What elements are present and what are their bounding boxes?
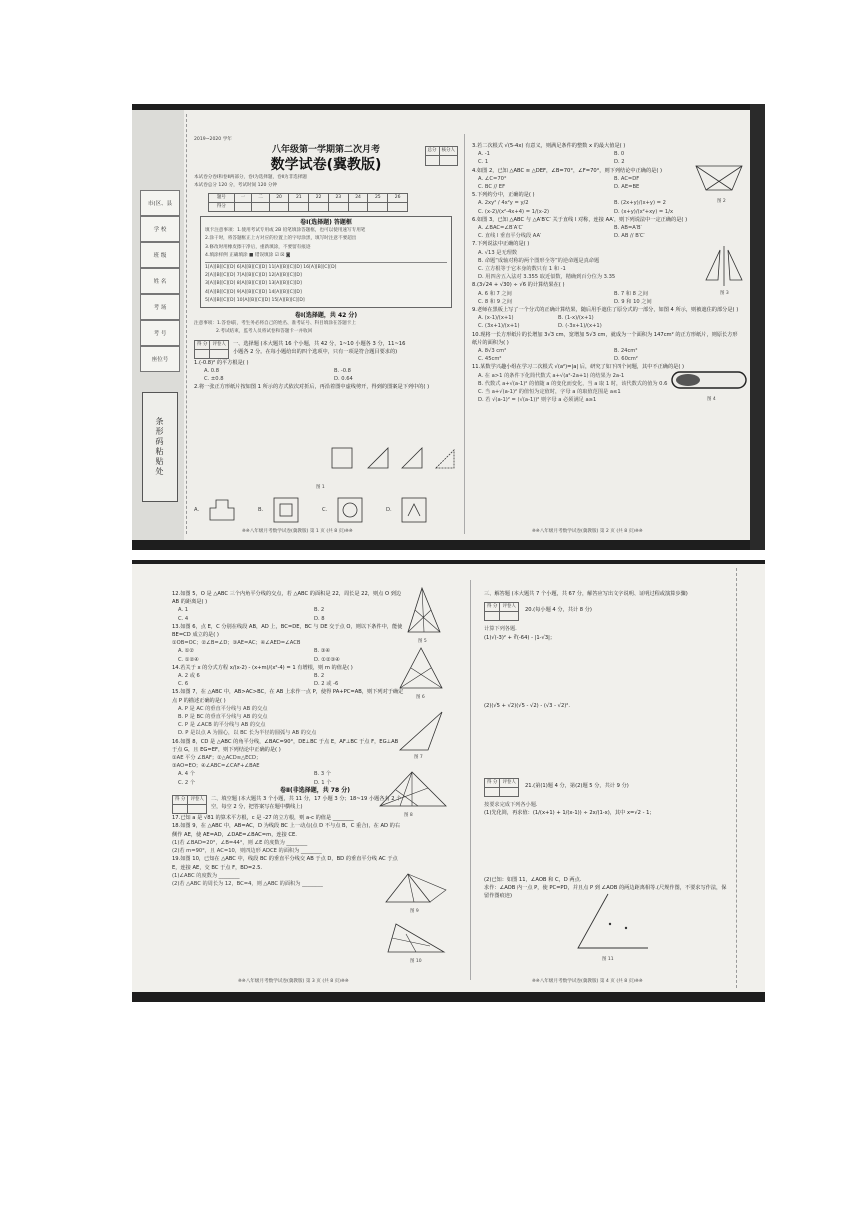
option: B. (2x+y)/(x+y) = 2 — [614, 200, 666, 207]
page-footer: ※※八年级月考数学试卷(冀教版) 第 3 页 (共 8 页)※※ — [238, 979, 349, 984]
intro-line: 本试卷分卷Ⅰ和卷Ⅱ两部分，卷Ⅰ为选择题，卷Ⅱ为非选择题 — [194, 175, 307, 181]
fig1-triangle — [402, 448, 422, 468]
option: B. 2 — [314, 673, 325, 680]
option: B. AB=A′B′ — [614, 225, 642, 232]
fig8-lines — [380, 772, 428, 806]
option: C. — [322, 507, 328, 513]
answer-card-note: 填卡注意事项：1.使用考试专用或 2B 铅笔填涂答题框，也可以使用速写专用笔 — [205, 228, 366, 234]
bubble-grid — [205, 262, 447, 305]
score-row-label: 得分 — [209, 202, 235, 211]
score-table — [208, 193, 408, 212]
exam-photo-pages-3-4 — [132, 560, 765, 1002]
fig11-point-d — [625, 927, 627, 929]
page-divider — [464, 134, 465, 534]
fig8-label: 图 8 — [404, 813, 413, 818]
grader-label: 得 分 — [173, 796, 188, 805]
option: B. AC=DF — [614, 175, 640, 182]
grader-label: 得 分 — [485, 603, 500, 612]
sidebar-cell: 学 校 — [140, 216, 180, 242]
part-3-heading: 三、解答题 (本大题共 7 个小题，共 67 分，解答应写出文字说明、证明过程或演算步骤) — [484, 591, 688, 597]
fig8-triangle — [380, 772, 446, 806]
figure-1 — [328, 442, 458, 478]
score-head: 24 — [348, 193, 368, 202]
fig9-label: 图 9 — [410, 909, 419, 914]
fig11-point-c — [609, 923, 611, 925]
option: B. (1-x)/(x+1) — [558, 315, 594, 322]
q20-part-1: (1)√(-3)² + ∛(-64) - |1-√3|； — [484, 634, 556, 641]
option: D. 2 — [614, 159, 625, 166]
fig2-label: 图 2 — [717, 199, 726, 204]
fig7-triangle — [400, 712, 442, 750]
exam-photo-pages-1-2 — [132, 104, 765, 550]
option: C. BC // EF — [478, 184, 506, 191]
figure-4 — [670, 370, 748, 392]
q21-intro: 按要求完成下列各小题. — [484, 802, 538, 809]
option: D. 用四舍五入法对 3.355 取近似数，精确到百分位为 3.35 — [478, 274, 616, 281]
option: A. (x-1)/(x+1) — [478, 315, 514, 322]
answer-space[interactable] — [484, 710, 728, 778]
score-head: 20 — [269, 193, 289, 202]
question-4: 4.如图 2，已知 △ABC ≌ △DEF，∠B=70°，∠F=70°，则下列结论中正确的是( ) — [472, 167, 663, 174]
q18-part: (2)若 m=90°，且 AC=10，则四边形 ADCE 的面积为 ________ — [172, 848, 322, 855]
photo-edge-bottom — [132, 540, 765, 550]
sidebar-cell: 座位号 — [140, 346, 180, 372]
score-head: 21 — [289, 193, 309, 202]
page-4-column — [484, 590, 728, 900]
exam-title: 八年级第一学期第二次月考 — [271, 145, 380, 156]
page-footer: ※※八年级月考数学试卷(冀教版) 第 4 页 (共 8 页)※※ — [532, 979, 643, 984]
q13-conditions: ①OB=OC；②∠B=∠D；③AE=AC；④∠AED=∠ACB — [172, 640, 301, 647]
option: C. ±0.8 — [204, 376, 224, 383]
sidebar-cell: 姓 名 — [140, 268, 180, 294]
option: B. 代数式 a+√(a-1)² 的值随 a 的变化而变化，当 a 取 1 时，该代数式的值为 0.6 — [478, 380, 668, 387]
option: D. 2 或 -6 — [314, 681, 339, 688]
question-5: 5.下列约分中，正确的是( ) — [472, 192, 535, 199]
fig3-label: 图 3 — [720, 291, 729, 296]
page-footer: ※※八年级月考数学试卷(冀教版) 第 1 页 (共 8 页)※※ — [242, 529, 353, 534]
option: C. 45cm² — [478, 356, 502, 363]
grader-label: 得 分 — [195, 340, 210, 349]
option: B. 7 和 8 之间 — [614, 290, 648, 297]
score-head: 25 — [368, 193, 388, 202]
fig1-cut — [436, 450, 454, 468]
question-14: 14.若关于 x 的分式方程 x/(x-2) - (x+m)/(x²-4) = 1 有增根，则 m 的值是( ) — [172, 664, 353, 671]
fig1-label: 图 1 — [316, 485, 325, 490]
fig1-triangle — [368, 448, 388, 468]
option: A. 1 — [178, 607, 189, 614]
figure-10 — [386, 922, 448, 956]
question-1: 1.(-0.8)² 的平方根是( ) — [194, 359, 249, 366]
sidebar-cell: 考 号 — [140, 320, 180, 346]
question-19: 19.如图 10，已知在 △ABC 中，线段 BC 的垂直平分线交 AB 于点 D，BD 的垂直平分线 AC 于点 E，连接 AE，交 BC 于点 F，BD=2.5. — [172, 856, 398, 871]
barcode-area: 条形码粘贴处 — [142, 392, 178, 502]
question-17: 17.已知 a 是 √81 的算术平方根，c 是 -27 的立方根，则 a-c 的值是 ________ — [172, 815, 354, 822]
option: D. P 是以点 A 为圆心，以 BC 长为半径的圆弧与 AB 的交点 — [178, 730, 317, 737]
score-head: 二 — [252, 193, 269, 202]
option: C. 立方根等于它本身的数只有 1 和 -1 — [478, 266, 566, 273]
student-info-sidebar — [140, 190, 180, 372]
option: A. 2 或 6 — [178, 673, 200, 680]
bubble-row[interactable]: 5[A][B][C][D] 10[A][B][C][D] 15[A][B][C][D] — [205, 297, 305, 303]
exam-subtitle: 数学试卷(冀教版) — [270, 157, 382, 174]
option: A. √13 是无理数 — [478, 249, 518, 256]
figure-8 — [378, 770, 448, 810]
option: A. ∠C=70° — [478, 175, 507, 182]
score-head: 23 — [328, 193, 348, 202]
photo-edge-right — [750, 104, 765, 550]
fig6-lines — [400, 668, 442, 688]
fig10-triangle — [388, 924, 444, 952]
option: C. P 是 ∠ACB 的平分线与 AB 的交点 — [178, 722, 266, 729]
option: C. 6 — [178, 681, 189, 688]
intro-line: 本试卷总分 120 分，考试时间 120 分钟 — [194, 183, 278, 189]
option: A. 在 a>1 的条件下化简代数式 a+√(a²-2a+1) 的结果为 2a-1 — [478, 372, 625, 379]
option: A. P 是 AC 的垂直平分线与 AB 的交点 — [178, 705, 268, 712]
section-2-title: 卷Ⅱ(非选择题，共 78 分) — [280, 786, 350, 794]
grader-box — [484, 778, 519, 797]
option: A. 6 和 7 之间 — [478, 290, 512, 297]
option: B. 0 — [614, 151, 625, 158]
q16-statement: ③AO=EO；④∠ABC=∠CAF+∠BAE — [172, 763, 260, 770]
answer-space[interactable] — [484, 642, 728, 702]
option: B. — [258, 507, 264, 513]
question-3: 3.若二次根式 √(5-4x) 有意义，则满足条件的整数 x 的最大值是( ) — [472, 143, 626, 149]
fig3-triangle — [706, 250, 720, 280]
fig4-label: 图 4 — [707, 397, 716, 402]
q21-heading: 21.(第(1)题 4 分，第(2)题 5 分，共计 9 分) — [524, 783, 629, 790]
figure-3 — [702, 244, 746, 288]
score-head: 题号 — [209, 193, 235, 202]
fig5-label: 图 5 — [418, 639, 427, 644]
section-1-title: 卷Ⅰ(选择题，共 42 分) — [294, 312, 358, 320]
sidebar-cell: 考 场 — [140, 294, 180, 320]
option: D. AB // B′C′ — [614, 233, 645, 240]
option: D. — [386, 507, 392, 513]
score-head: 22 — [309, 193, 329, 202]
q21-part-2-task: 求作：∠AOB 内一点 P，使 PC=PD，并且点 P 到 ∠AOB 的两边距离相等.(尺规作图，不要求写作法，保留作图痕迹) — [484, 884, 727, 900]
option: A. -1 — [478, 151, 490, 158]
option: C. 当 a+√(a-1)² 的值恒为定值时，字母 a 的取值范围是 a≤1 — [478, 389, 621, 396]
answer-card-title: 卷Ⅰ(选择题) 答题框 — [300, 219, 352, 227]
q19-part: (2)若 △ABC 的周长为 12，BC=4，则 △ABC 的面积为 ________ — [172, 880, 323, 887]
grader-label: 评卷人 — [210, 340, 229, 349]
option: D. ①②③④ — [314, 656, 340, 663]
option: A. 2xy² / 4x²y = y/2 — [478, 200, 529, 207]
figure-11 — [572, 890, 652, 954]
page-1-column — [194, 136, 458, 392]
option: C. 4 — [178, 615, 189, 622]
question-12: 12.如图 5，O 是 △ABC 三个内角平分线的交点，若 △ABC 的面积是 22，周长是 22，则点 O 到边 AB 的距离是( ) — [172, 591, 402, 606]
q18-part: (1)若 ∠BAD=20°，∠B=44°，则 ∠E 的度数为 ________ — [172, 839, 308, 846]
grader-box — [194, 340, 229, 359]
question-11: 11.某数学兴趣小组在学习二次根式 √(a²)=|a| 后，研究了如下四个问题，其中不正确的是( ) — [472, 364, 685, 371]
question-18: 18.如图 9，在 △ABC 中，AB=AC，D 为线段 BC 上一动点(点 D 不与点 B，C 重合)，在 AD 的右侧作 AE，使 AE=AD，∠DAE=∠BAC=m，连接 CE. — [172, 823, 401, 838]
fig3-triangle — [728, 250, 742, 280]
question-2: 2.将一张正方形纸片按如图 1 所示的方式依次对折后，再沿着图中虚线剪开，得到的图案是下列中的( ) — [194, 384, 430, 391]
option: D. (x+y)/(x²+xy) = 1/x — [614, 208, 674, 215]
option: C. 1 — [478, 159, 489, 166]
question-6: 6.如图 3，已知 △ABC 与 △A′B′C′ 关于直线 l 对称，连接 AA′，则下列说法中一定正确的是( ) — [472, 216, 688, 223]
option: B. -0.8 — [334, 368, 351, 375]
fig1-square — [332, 448, 352, 468]
q2-option-labels — [194, 506, 454, 514]
option: D. 若 √(a-1)² = (√(a-1))² 则字母 a 必须满足 a≥1 — [478, 397, 597, 404]
option: B. 命题“成轴对称的两个图形全等”的逆命题是真命题 — [478, 257, 600, 264]
photo-edge-top — [132, 560, 765, 564]
score-box-label: 核分人 — [439, 147, 458, 156]
option: B. 24cm² — [614, 348, 638, 355]
option: D. 8 — [314, 615, 325, 622]
page-divider — [470, 580, 471, 980]
option: C. 2 个 — [178, 779, 196, 786]
grader-box — [172, 795, 207, 814]
option: D. (-3x+1)/(x+1) — [558, 323, 602, 330]
option: B. ③④ — [314, 648, 331, 655]
option: A. 0.8 — [204, 368, 220, 375]
question-16: 16.如图 8，CD 是 △ABC 的角平分线，∠BAC=90°，DE⊥BC 于点 E，AF⊥BC 于点 F，EG⊥AB 于点 G，且 EG=EF，则下列结论中正确的是( ) — [172, 738, 399, 753]
question-9: 9.老师在黑板上写了一个分式的正确计算结果，随后用手遮住了原分式的一部分，如图 4 所示，则被遮住的部分是( ) — [472, 307, 739, 314]
option: A. — [194, 507, 200, 513]
part-1-heading: 一、选择题 (本大题共 16 个小题，共 42 分，1~10 小题各 3 分，11~16 小题各 2 分。在每小题给出的四个选项中，只有一项是符合题目要求的) — [232, 340, 406, 355]
q16-statement: ①AE 平分 ∠BAF；②△ACD≌△ECD； — [172, 755, 262, 762]
sidebar-cell: 市(区、县 — [140, 190, 180, 216]
option: D. 0.64 — [334, 376, 353, 383]
fig4-hand — [676, 374, 700, 386]
option: D. 60cm² — [614, 356, 638, 363]
grader-label: 评卷人 — [188, 796, 207, 805]
bubble-row[interactable]: 1[A][B][C][D] 6[A][B][C][D] 11[A][B][C][D] 16[A][B][C][D] — [205, 265, 337, 271]
answer-card-note: 2.涂干时，将答题框正上方对应的位置上的字母涂黑，填写时注意不要超出 — [205, 236, 357, 242]
fig6-label: 图 6 — [416, 695, 425, 700]
sidebar-cell: 班 级 — [140, 242, 180, 268]
option: C. (3x+1)/(x+1) — [478, 323, 520, 330]
option: B. 2 — [314, 607, 325, 614]
option: C. ①②④ — [178, 656, 199, 663]
grader-label: 评卷人 — [500, 603, 519, 612]
score-box-label: 总分 — [425, 147, 439, 156]
option: A. ∠BAC=∠B′A′C′ — [478, 225, 524, 232]
q21-part-1: (1)先化简，再求值：(1/(x+1) + 1/(x-1)) ÷ 2x/(1-x)，其中 x=√2 - 1； — [484, 810, 655, 817]
notes: 2.考试结束，监考人员将试卷和答题卡一并收回 — [216, 329, 313, 335]
fig6-triangle — [400, 648, 442, 688]
photo-edge-top — [132, 104, 765, 110]
score-head: 一 — [234, 193, 251, 202]
question-7: 7.下列说法中正确的是( ) — [472, 241, 530, 248]
bubble-row[interactable]: 2[A][B][C][D] 7[A][B][C][D] 12[A][B][C][D] — [205, 273, 302, 279]
q20-heading: 20.(每小题 4 分，共计 8 分) — [524, 607, 592, 614]
option: C. 8 和 9 之间 — [478, 298, 513, 305]
fig10-label: 图 10 — [410, 959, 422, 964]
fig11-angle — [578, 894, 648, 948]
q20-intro: 计算下列各题. — [484, 626, 517, 633]
bubble-row[interactable]: 3[A][B][C][D] 8[A][B][C][D] 13[A][B][C][D] — [205, 281, 302, 287]
figure-5 — [404, 586, 444, 636]
score-head: 26 — [388, 193, 408, 202]
cut-line — [186, 114, 187, 534]
fig11-label: 图 11 — [602, 957, 614, 962]
option: D. AE=BE — [614, 184, 640, 191]
bubble-row[interactable]: 4[A][B][C][D] 9[A][B][C][D] 14[A][B][C][D] — [205, 289, 302, 295]
fig10-lines — [392, 934, 430, 952]
figure-9 — [384, 872, 450, 906]
option: B. P 是 BC 的垂直平分线与 AB 的交点 — [178, 714, 268, 721]
figure-6 — [396, 646, 446, 692]
fig7-label: 图 7 — [414, 755, 423, 760]
question-15: 15.如图 7，在 △ABC 中，AB>AC>BC，在 AB 上求作一点 P，使得 PA+PC=AB，则下列对于确定点 P 的描述正确的是( ) — [172, 689, 404, 704]
grader-label: 评卷人 — [500, 779, 519, 788]
option: A. 8√3 cm² — [478, 348, 507, 355]
grader-box — [484, 602, 519, 621]
answer-card-note: 4.填涂样例 正确填涂 ■ 错误填涂 ☑ ☒ ◙ — [205, 252, 291, 258]
answer-card-note: 3.修改时用橡皮擦干净后，重新填涂，不要留有痕迹 — [205, 244, 311, 250]
option: C. 直线 l 垂直平分线段 AA′ — [478, 233, 542, 240]
total-score-box — [425, 146, 459, 166]
part-2-heading: 二、填空题 (本大题共 3 个小题，共 11 分，17 小题 3 分；18~19 小题各有 2 个空，每空 2 分，把答案写在题中横线上) — [210, 796, 402, 811]
fig5-bisectors — [408, 588, 440, 632]
notes: 注意事项：1.答卷Ⅰ前，考生务必将自己的姓名、准考证号、科目填涂在答题卡上 — [194, 321, 356, 327]
fig2-shape — [696, 166, 742, 190]
option: A. ①② — [178, 648, 195, 655]
fig9-triangle — [386, 874, 430, 902]
fig2-lines — [696, 166, 742, 190]
photo-edge-bottom — [132, 992, 765, 1002]
answer-card — [200, 216, 452, 308]
q21-part-2: (2)已知：如图 11，∠AOB 和 C，D 两点. — [484, 876, 582, 883]
option: D. 1 个 — [314, 779, 332, 786]
answer-space[interactable] — [484, 818, 728, 876]
q19-part: (1)∠ABC 的度数为 ________ — [172, 872, 240, 879]
option: A. 4 个 — [178, 771, 195, 778]
question-13: 13.如图 6，点 E，C 分别在线段 AB，AD 上，BC=DE，BC 与 DE 交于点 O，则以下条件中，能使 BE=CD 成立的是( ) — [172, 623, 403, 639]
option: B. 3 个 — [314, 771, 331, 778]
figure-2 — [692, 162, 748, 196]
cut-line — [736, 568, 737, 988]
question-8: 8.(3√24 + √30) ÷ √6 的计算结果在( ) — [472, 282, 565, 289]
option: D. 9 和 10 之间 — [614, 298, 652, 305]
grader-label: 得 分 — [485, 779, 500, 788]
option: C. (x-2)/(x²-4x+4) = 1/(x-2) — [478, 208, 550, 215]
q20-part-2: (2)(√5 + √2)(√5 - √2) - (√3 - √2)². — [484, 702, 571, 709]
header-year: 2019~2020 学年 — [194, 137, 232, 142]
page-footer: ※※八年级月考数学试卷(冀教版) 第 2 页 (共 8 页)※※ — [532, 529, 643, 534]
question-10: 10.现将一长方形纸片的长增加 3√3 cm，宽增加 5√3 cm，就成为一个面积为 147cm² 的正方形纸片，则原长方形纸片的面积为( ) — [472, 331, 738, 346]
figure-7 — [396, 708, 446, 754]
